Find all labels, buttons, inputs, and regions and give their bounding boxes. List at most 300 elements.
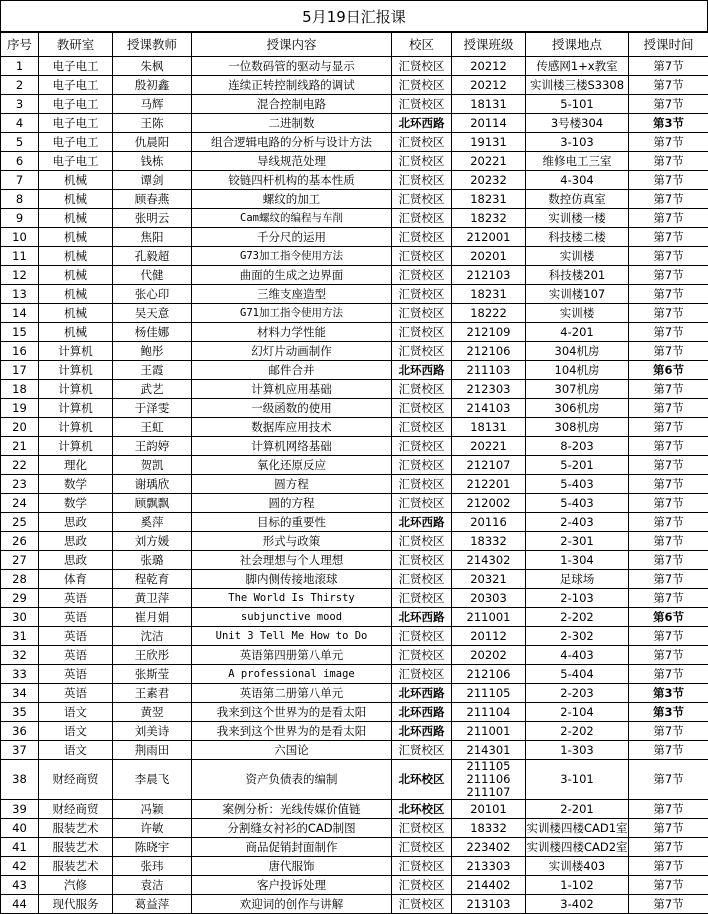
cell-class: 212106 <box>452 342 526 361</box>
cell-location: 1-102 <box>526 876 629 895</box>
cell-time-slot: 第7节 <box>629 494 708 513</box>
cell-class: 18231 <box>452 285 526 304</box>
cell-location: 传感网1+x教室 <box>526 57 629 76</box>
cell-time-slot: 第7节 <box>629 342 708 361</box>
cell-campus: 汇贤校区 <box>392 475 452 494</box>
cell-department: 财经商贸 <box>39 800 113 819</box>
cell-time-slot: 第7节 <box>629 819 708 838</box>
cell-location: 2-403 <box>526 513 629 532</box>
table-row <box>1 399 708 418</box>
cell-department: 机械 <box>39 304 113 323</box>
cell-lesson-topic: G73加工指令使用方法 <box>192 247 392 266</box>
cell-teacher: 张斯莹 <box>113 665 192 684</box>
header-campus: 校区 <box>392 33 452 57</box>
cell-department: 理化 <box>39 456 113 475</box>
table-row <box>1 760 708 800</box>
cell-department: 英语 <box>39 589 113 608</box>
cell-time-slot: 第7节 <box>629 285 708 304</box>
cell-teacher: 葛益萍 <box>113 895 192 914</box>
cell-class: 212103 <box>452 266 526 285</box>
cell-lesson-topic: 分割缝女衬衫的CAD制图 <box>192 819 392 838</box>
cell-lesson-topic: 目标的重要性 <box>192 513 392 532</box>
cell-department: 服装艺术 <box>39 857 113 876</box>
cell-department: 机械 <box>39 323 113 342</box>
cell-campus: 汇贤校区 <box>392 171 452 190</box>
cell-teacher: 王陈 <box>113 114 192 133</box>
cell-row-number: 20 <box>1 418 39 437</box>
cell-time-slot: 第3节 <box>629 114 708 133</box>
cell-campus: 汇贤校区 <box>392 76 452 95</box>
cell-row-number: 10 <box>1 228 39 247</box>
cell-campus: 汇贤校区 <box>392 876 452 895</box>
cell-location: 2-202 <box>526 608 629 627</box>
cell-row-number: 19 <box>1 399 39 418</box>
cell-row-number: 41 <box>1 838 39 857</box>
cell-lesson-topic: Cam螺纹的编程与车削 <box>192 209 392 228</box>
cell-department: 计算机 <box>39 418 113 437</box>
cell-lesson-topic: 社会理想与个人理想 <box>192 551 392 570</box>
cell-class: 20212 <box>452 57 526 76</box>
cell-location: 1-304 <box>526 551 629 570</box>
cell-department: 计算机 <box>39 361 113 380</box>
table-row <box>1 285 708 304</box>
cell-class: 18332 <box>452 532 526 551</box>
cell-row-number: 28 <box>1 570 39 589</box>
cell-time-slot: 第7节 <box>629 857 708 876</box>
cell-location: 实训楼三楼S3308 <box>526 76 629 95</box>
cell-teacher: 于泽雯 <box>113 399 192 418</box>
cell-time-slot: 第7节 <box>629 532 708 551</box>
cell-class: 214103 <box>452 399 526 418</box>
cell-time-slot: 第7节 <box>629 95 708 114</box>
table-row <box>1 380 708 399</box>
cell-department: 财经商贸 <box>39 760 113 800</box>
cell-teacher: 王韵婷 <box>113 437 192 456</box>
table-row <box>1 190 708 209</box>
cell-lesson-topic: 连续正转控制线路的调试 <box>192 76 392 95</box>
cell-time-slot: 第7节 <box>629 209 708 228</box>
cell-teacher: 张璐 <box>113 551 192 570</box>
table-row <box>1 247 708 266</box>
cell-teacher: 钱栋 <box>113 152 192 171</box>
cell-time-slot: 第7节 <box>629 475 708 494</box>
cell-time-slot: 第7节 <box>629 589 708 608</box>
cell-row-number: 7 <box>1 171 39 190</box>
cell-teacher: 顾飘飘 <box>113 494 192 513</box>
cell-row-number: 27 <box>1 551 39 570</box>
table-row <box>1 266 708 285</box>
cell-class: 214302 <box>452 551 526 570</box>
cell-row-number: 22 <box>1 456 39 475</box>
cell-class: 211105 211106 211107 <box>452 760 526 800</box>
cell-time-slot: 第7节 <box>629 304 708 323</box>
table-row <box>1 895 708 914</box>
cell-location: 2-104 <box>526 703 629 722</box>
cell-time-slot: 第7节 <box>629 171 708 190</box>
cell-class: 223402 <box>452 838 526 857</box>
schedule-table <box>0 32 708 914</box>
cell-department: 英语 <box>39 665 113 684</box>
cell-teacher: 顾春燕 <box>113 190 192 209</box>
table-row <box>1 589 708 608</box>
cell-location: 科技楼201 <box>526 266 629 285</box>
cell-campus: 汇贤校区 <box>392 589 452 608</box>
cell-row-number: 5 <box>1 133 39 152</box>
cell-campus: 汇贤校区 <box>392 838 452 857</box>
cell-location: 3号楼304 <box>526 114 629 133</box>
cell-row-number: 2 <box>1 76 39 95</box>
table-row <box>1 228 708 247</box>
cell-time-slot: 第7节 <box>629 646 708 665</box>
cell-campus: 汇贤校区 <box>392 819 452 838</box>
cell-lesson-topic: The World Is Thirsty <box>192 589 392 608</box>
cell-campus: 汇贤校区 <box>392 228 452 247</box>
cell-lesson-topic: 商品促销封面制作 <box>192 838 392 857</box>
cell-location: 1-303 <box>526 741 629 760</box>
cell-teacher: 王欣彤 <box>113 646 192 665</box>
cell-lesson-topic: 资产负债表的编制 <box>192 760 392 800</box>
table-row <box>1 95 708 114</box>
cell-lesson-topic: 组合逻辑电路的分析与设计方法 <box>192 133 392 152</box>
cell-row-number: 25 <box>1 513 39 532</box>
table-row <box>1 838 708 857</box>
cell-campus: 汇贤校区 <box>392 285 452 304</box>
cell-row-number: 30 <box>1 608 39 627</box>
table-row <box>1 570 708 589</box>
cell-time-slot: 第7节 <box>629 800 708 819</box>
cell-time-slot: 第7节 <box>629 513 708 532</box>
cell-department: 计算机 <box>39 399 113 418</box>
cell-campus: 汇贤校区 <box>392 152 452 171</box>
cell-lesson-topic: 计算机应用基础 <box>192 380 392 399</box>
cell-location: 304机房 <box>526 342 629 361</box>
cell-lesson-topic: 曲面的生成之边界面 <box>192 266 392 285</box>
cell-teacher: 代健 <box>113 266 192 285</box>
cell-location: 3-402 <box>526 895 629 914</box>
cell-lesson-topic: 二进制数 <box>192 114 392 133</box>
cell-location: 实训楼 <box>526 304 629 323</box>
cell-department: 机械 <box>39 285 113 304</box>
cell-location: 4-304 <box>526 171 629 190</box>
cell-class: 20201 <box>452 247 526 266</box>
table-row <box>1 819 708 838</box>
table-row <box>1 684 708 703</box>
cell-teacher: 王霞 <box>113 361 192 380</box>
cell-lesson-topic: 欢迎词的创作与讲解 <box>192 895 392 914</box>
table-row <box>1 665 708 684</box>
cell-lesson-topic: 铰链四杆机构的基本性质 <box>192 171 392 190</box>
cell-class: 18131 <box>452 418 526 437</box>
cell-class: 20212 <box>452 76 526 95</box>
cell-campus: 汇贤校区 <box>392 665 452 684</box>
cell-campus: 汇贤校区 <box>392 266 452 285</box>
table-row <box>1 800 708 819</box>
cell-campus: 北环西路 <box>392 361 452 380</box>
cell-class: 18222 <box>452 304 526 323</box>
cell-lesson-topic: 六国论 <box>192 741 392 760</box>
cell-class: 212107 <box>452 456 526 475</box>
cell-campus: 北环西路 <box>392 703 452 722</box>
cell-class: 18232 <box>452 209 526 228</box>
cell-teacher: 冯颖 <box>113 800 192 819</box>
header-lesson-topic: 授课内容 <box>192 33 392 57</box>
cell-teacher: 程乾育 <box>113 570 192 589</box>
cell-row-number: 24 <box>1 494 39 513</box>
cell-row-number: 4 <box>1 114 39 133</box>
cell-class: 213103 <box>452 895 526 914</box>
cell-class: 212109 <box>452 323 526 342</box>
cell-time-slot: 第3节 <box>629 703 708 722</box>
cell-campus: 汇贤校区 <box>392 133 452 152</box>
cell-teacher: 李晨飞 <box>113 760 192 800</box>
table-row <box>1 741 708 760</box>
cell-class: 20221 <box>452 152 526 171</box>
cell-lesson-topic: 脚内侧传接地滚球 <box>192 570 392 589</box>
cell-class: 20202 <box>452 646 526 665</box>
cell-class: 18131 <box>452 95 526 114</box>
cell-location: 实训楼 <box>526 247 629 266</box>
cell-location: 2-103 <box>526 589 629 608</box>
cell-location: 科技楼二楼 <box>526 228 629 247</box>
cell-time-slot: 第7节 <box>629 399 708 418</box>
cell-lesson-topic: A professional image <box>192 665 392 684</box>
table-row <box>1 418 708 437</box>
cell-location: 2-302 <box>526 627 629 646</box>
cell-department: 英语 <box>39 684 113 703</box>
cell-time-slot: 第7节 <box>629 665 708 684</box>
cell-class: 18332 <box>452 819 526 838</box>
table-row <box>1 532 708 551</box>
cell-teacher: 仇晨阳 <box>113 133 192 152</box>
cell-class: 20101 <box>452 800 526 819</box>
cell-row-number: 11 <box>1 247 39 266</box>
cell-teacher: 崔月娟 <box>113 608 192 627</box>
cell-time-slot: 第7节 <box>629 570 708 589</box>
cell-campus: 汇贤校区 <box>392 437 452 456</box>
cell-campus: 汇贤校区 <box>392 95 452 114</box>
cell-row-number: 38 <box>1 760 39 800</box>
cell-time-slot: 第7节 <box>629 228 708 247</box>
cell-teacher: 王虹 <box>113 418 192 437</box>
cell-lesson-topic: 案例分析：光线传媒价值链 <box>192 800 392 819</box>
table-row <box>1 437 708 456</box>
cell-lesson-topic: 我来到这个世界为的是看太阳 <box>192 722 392 741</box>
sheet-title: 5月19日汇报课 <box>0 0 708 32</box>
cell-time-slot: 第7节 <box>629 133 708 152</box>
cell-row-number: 17 <box>1 361 39 380</box>
cell-location: 足球场 <box>526 570 629 589</box>
cell-campus: 汇贤校区 <box>392 247 452 266</box>
cell-location: 104机房 <box>526 361 629 380</box>
cell-campus: 汇贤校区 <box>392 741 452 760</box>
cell-location: 4-403 <box>526 646 629 665</box>
cell-campus: 汇贤校区 <box>392 627 452 646</box>
cell-department: 思政 <box>39 532 113 551</box>
cell-row-number: 26 <box>1 532 39 551</box>
cell-time-slot: 第7节 <box>629 152 708 171</box>
cell-lesson-topic: 圆方程 <box>192 475 392 494</box>
cell-department: 电子电工 <box>39 95 113 114</box>
table-row <box>1 608 708 627</box>
cell-campus: 北环西路 <box>392 684 452 703</box>
cell-location: 307机房 <box>526 380 629 399</box>
cell-lesson-topic: 唐代服饰 <box>192 857 392 876</box>
cell-class: 20232 <box>452 171 526 190</box>
cell-class: 20116 <box>452 513 526 532</box>
table-row <box>1 342 708 361</box>
header-location: 授课地点 <box>526 33 629 57</box>
table-row <box>1 209 708 228</box>
table-row <box>1 361 708 380</box>
cell-campus: 汇贤校区 <box>392 456 452 475</box>
cell-row-number: 8 <box>1 190 39 209</box>
cell-row-number: 9 <box>1 209 39 228</box>
cell-location: 2-203 <box>526 684 629 703</box>
cell-class: 20303 <box>452 589 526 608</box>
cell-class: 214402 <box>452 876 526 895</box>
cell-lesson-topic: 一级函数的使用 <box>192 399 392 418</box>
cell-time-slot: 第7节 <box>629 418 708 437</box>
cell-teacher: 张明云 <box>113 209 192 228</box>
table-row <box>1 114 708 133</box>
cell-campus: 汇贤校区 <box>392 57 452 76</box>
table-row <box>1 133 708 152</box>
cell-department: 机械 <box>39 228 113 247</box>
header-department: 教研室 <box>39 33 113 57</box>
cell-time-slot: 第7节 <box>629 57 708 76</box>
cell-lesson-topic: 计算机网络基础 <box>192 437 392 456</box>
cell-time-slot: 第7节 <box>629 722 708 741</box>
cell-location: 2-201 <box>526 800 629 819</box>
cell-department: 机械 <box>39 266 113 285</box>
cell-department: 数学 <box>39 475 113 494</box>
cell-class: 19131 <box>452 133 526 152</box>
cell-row-number: 36 <box>1 722 39 741</box>
cell-teacher: 殷初鑫 <box>113 76 192 95</box>
cell-time-slot: 第3节 <box>629 684 708 703</box>
cell-department: 英语 <box>39 627 113 646</box>
header-teacher: 授课教师 <box>113 33 192 57</box>
cell-department: 电子电工 <box>39 76 113 95</box>
cell-class: 212201 <box>452 475 526 494</box>
table-row <box>1 551 708 570</box>
cell-location: 实训楼403 <box>526 857 629 876</box>
cell-department: 电子电工 <box>39 133 113 152</box>
cell-time-slot: 第7节 <box>629 380 708 399</box>
cell-campus: 汇贤校区 <box>392 304 452 323</box>
cell-location: 308机房 <box>526 418 629 437</box>
cell-time-slot: 第7节 <box>629 895 708 914</box>
cell-department: 机械 <box>39 190 113 209</box>
cell-time-slot: 第7节 <box>629 266 708 285</box>
cell-campus: 北环校区 <box>392 760 452 800</box>
header-time-slot: 授课时间 <box>629 33 708 57</box>
cell-time-slot: 第7节 <box>629 551 708 570</box>
cell-department: 计算机 <box>39 342 113 361</box>
cell-class: 20221 <box>452 437 526 456</box>
cell-campus: 汇贤校区 <box>392 323 452 342</box>
cell-teacher: 焦阳 <box>113 228 192 247</box>
table-row <box>1 456 708 475</box>
cell-department: 机械 <box>39 209 113 228</box>
cell-row-number: 29 <box>1 589 39 608</box>
cell-location: 5-403 <box>526 494 629 513</box>
cell-teacher: 张玮 <box>113 857 192 876</box>
table-row <box>1 627 708 646</box>
cell-teacher: 王素君 <box>113 684 192 703</box>
cell-campus: 汇贤校区 <box>392 190 452 209</box>
cell-lesson-topic: 螺纹的加工 <box>192 190 392 209</box>
cell-department: 思政 <box>39 551 113 570</box>
cell-time-slot: 第7节 <box>629 456 708 475</box>
cell-lesson-topic: Unit 3 Tell Me How to Do <box>192 627 392 646</box>
cell-time-slot: 第6节 <box>629 608 708 627</box>
cell-teacher: 黄卫萍 <box>113 589 192 608</box>
cell-department: 语文 <box>39 703 113 722</box>
cell-time-slot: 第7节 <box>629 838 708 857</box>
table-row <box>1 304 708 323</box>
cell-row-number: 44 <box>1 895 39 914</box>
cell-department: 计算机 <box>39 380 113 399</box>
cell-department: 电子电工 <box>39 114 113 133</box>
cell-row-number: 21 <box>1 437 39 456</box>
cell-row-number: 12 <box>1 266 39 285</box>
cell-location: 3-103 <box>526 133 629 152</box>
cell-class: 212303 <box>452 380 526 399</box>
cell-location: 2-202 <box>526 722 629 741</box>
cell-time-slot: 第7节 <box>629 247 708 266</box>
cell-department: 数学 <box>39 494 113 513</box>
cell-teacher: 孔毅超 <box>113 247 192 266</box>
table-row <box>1 703 708 722</box>
cell-time-slot: 第7节 <box>629 741 708 760</box>
cell-class: 212001 <box>452 228 526 247</box>
cell-lesson-topic: subjunctive mood <box>192 608 392 627</box>
table-row <box>1 171 708 190</box>
cell-location: 5-101 <box>526 95 629 114</box>
cell-campus: 汇贤校区 <box>392 857 452 876</box>
cell-lesson-topic: 数据库应用技术 <box>192 418 392 437</box>
table-row <box>1 475 708 494</box>
cell-class: 211104 <box>452 703 526 722</box>
cell-lesson-topic: 一位数码管的驱动与显示 <box>192 57 392 76</box>
cell-teacher: 刘美诗 <box>113 722 192 741</box>
cell-location: 维修电工三室 <box>526 152 629 171</box>
cell-lesson-topic: 邮件合并 <box>192 361 392 380</box>
cell-teacher: 武艺 <box>113 380 192 399</box>
cell-teacher: 贺凯 <box>113 456 192 475</box>
cell-campus: 北环西路 <box>392 608 452 627</box>
cell-campus: 北环西路 <box>392 513 452 532</box>
cell-campus: 汇贤校区 <box>392 418 452 437</box>
cell-row-number: 37 <box>1 741 39 760</box>
cell-time-slot: 第6节 <box>629 361 708 380</box>
cell-location: 306机房 <box>526 399 629 418</box>
cell-time-slot: 第7节 <box>629 876 708 895</box>
cell-row-number: 13 <box>1 285 39 304</box>
table-row <box>1 857 708 876</box>
cell-location: 5-404 <box>526 665 629 684</box>
table-row <box>1 876 708 895</box>
cell-campus: 北环西路 <box>392 114 452 133</box>
cell-lesson-topic: 形式与政策 <box>192 532 392 551</box>
cell-row-number: 16 <box>1 342 39 361</box>
cell-lesson-topic: 氧化还原反应 <box>192 456 392 475</box>
cell-campus: 汇贤校区 <box>392 399 452 418</box>
cell-department: 服装艺术 <box>39 838 113 857</box>
cell-row-number: 14 <box>1 304 39 323</box>
cell-teacher: 马辉 <box>113 95 192 114</box>
